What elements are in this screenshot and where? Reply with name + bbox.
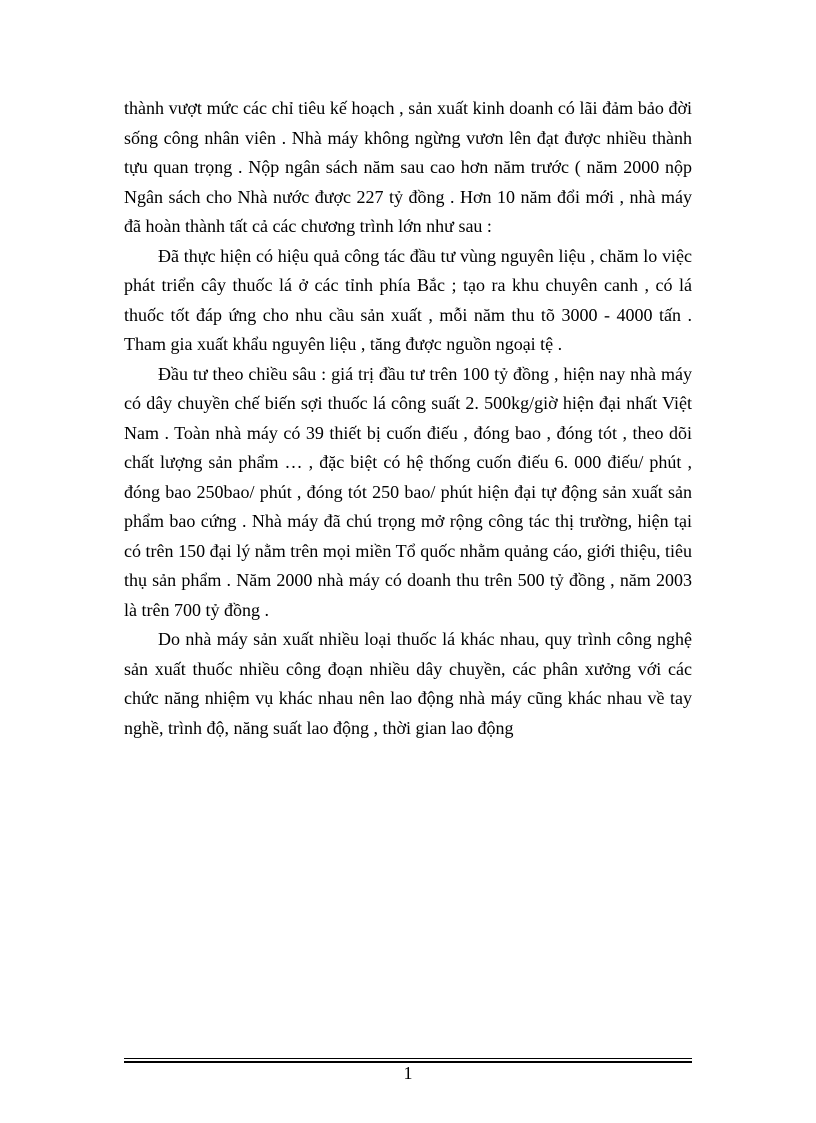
page-number: 1: [403, 1063, 413, 1083]
paragraph-4: Do nhà máy sản xuất nhiều loại thuốc lá khác nhau, quy trình công nghệ sản xuất thuốc nhiều công đoạn nhiều dây chuyền, các phân xưởng với các chức năng nhiệm vụ khác nhau nên lao động nhà máy cũng khác nhau về tay nghề, trình độ, năng suất lao động , thời gian lao động: [124, 629, 692, 738]
paragraph-3: Đầu tư theo chiều sâu : giá trị đầu tư trên 100 tỷ đồng , hiện nay nhà máy có dây chuyền chế biến sợi thuốc lá công suất 2. 500kg/giờ hiện đại nhất Việt Nam . Toàn nhà máy có 39 thiết bị cuốn điếu , đóng bao , đóng tót , theo dõi chất lượng sản phẩm … , đặc biệt có hệ thống cuốn điếu 6. 000 điếu/ phút , đóng bao 250bao/ phút , đóng tót 250 bao/ phút hiện đại tự động sản xuất sản phẩm bao cứng . Nhà máy đã chú trọng mở rộng công tác thị trường, hiện tại có trên 150 đại lý nằm trên mọi miền Tổ quốc nhằm quảng cáo, giới thiệu, tiêu thụ sản phẩm . Năm 2000 nhà máy có doanh thu trên 500 tỷ đồng , năm 2003 là trên 700 tỷ đồng .: [124, 363, 692, 620]
paragraph-2: Đã thực hiện có hiệu quả công tác đầu tư vùng nguyên liệu , chăm lo việc phát triển cây thuốc lá ở các tỉnh phía Bắc ; tạo ra khu chuyên canh , có lá thuốc tốt đáp ứng cho nhu cầu sản xuất , mỗi năm thu tõ 3000 - 4000 tấn . Tham gia xuất khẩu nguyên liệu , tăng được nguồn ngoại tệ .: [124, 245, 692, 354]
paragraph-1: thành vượt mức các chỉ tiêu kế hoạch , sản xuất kinh doanh có lãi đảm bảo đời sống công nhân viên . Nhà máy không ngừng vươn lên đạt được nhiều thành tựu quan trọng . Nộp ngân sách năm sau cao hơn năm trước ( năm 2000 nộp Ngân sách cho Nhà nước được 227 tỷ đồng . Hơn 10 năm đổi mới , nhà máy đã hoàn thành tất cả các chương trình lớn như sau :: [124, 98, 692, 236]
document-body: [124, 94, 692, 743]
